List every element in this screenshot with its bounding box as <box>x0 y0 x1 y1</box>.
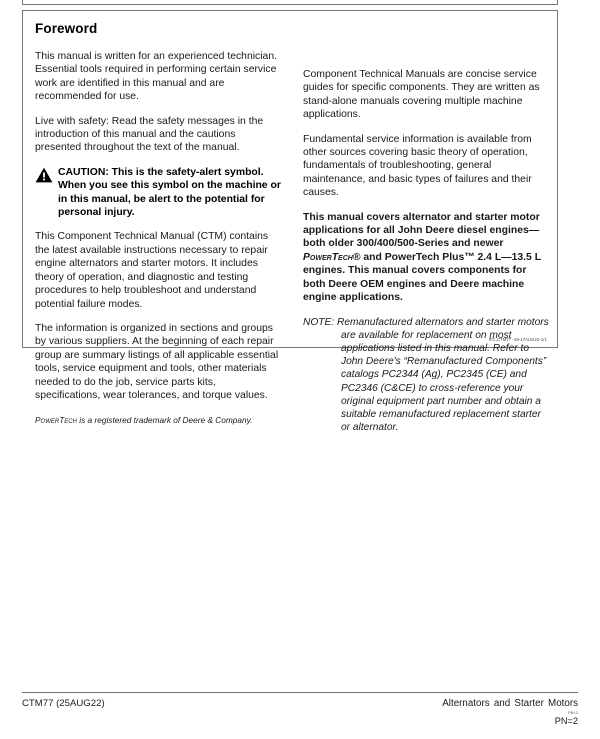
page-footer <box>22 692 578 727</box>
footer-page-number: PN=2 <box>554 716 578 726</box>
coverage-text-part-1: This manual covers alternator and starter motor applications for all John Deere diesel engines—both older 300/400/500-Series and newer <box>303 211 540 250</box>
page-top-frame-edge <box>22 0 558 5</box>
trademark-rest: is a registered trademark of Deere & Company. <box>76 415 253 426</box>
two-column-layout <box>35 50 549 434</box>
footer-manual-title: Alternators and Starter Motors <box>442 698 578 709</box>
note-text: Remanufactured alternators and starter motors are available for replacement on most applications listed in this manual. Refer to John Deere's “Remanufactured Components” catalogs PC2344 (Ag), PC2345 (CE) and PC2346 (C&CE) to cross-reference your original equipment part number and obtain a suitable remanufactured replacement starter or alternator. <box>334 316 549 434</box>
right-column <box>303 50 549 434</box>
powertech-mark-inline: PowerTech <box>303 251 353 263</box>
paragraph-manual-coverage <box>303 211 549 305</box>
foreword-content-frame <box>22 10 558 434</box>
page-title: Foreword <box>35 21 98 36</box>
trademark-line <box>35 415 281 426</box>
paragraph-ctm-concise-guides: Component Technical Manuals are concise service guides for specific components. They are written as stand-alone manuals covering multiple machine applications. <box>303 69 540 121</box>
paragraph-live-with-safety: Live with safety: Read the safety messages in the introduction of this manual and the cautions presented throughout the text of the manual. <box>35 115 264 154</box>
safety-alert-triangle-icon <box>35 167 53 183</box>
note-remanufactured <box>303 316 549 435</box>
caution-text: CAUTION: This is the safety-alert symbol. When you see this symbol on the machine or in this manual, be alert to the potential for personal injury. <box>58 166 281 219</box>
reference-code: IFC,CTM77 -19-17AUG22-1/1 <box>488 337 547 342</box>
left-column <box>35 50 281 426</box>
footer-tiny-code: PN=2 <box>568 711 578 715</box>
powertech-mark: PowerTech <box>35 415 77 426</box>
paragraph-experienced-technician: This manual is written for an experienced technician. Essential tools required in performing certain service work are identified in this manual and are recommended for use. <box>35 51 277 103</box>
coverage-text-part-2: ® and PowerTech Plus™ 2.4 L—13.5 L engines. This manual covers components for both Deere OEM engines and Deere machine engine applications. <box>303 251 541 304</box>
paragraph-ctm-description: This Component Technical Manual (CTM) contains the latest available instructions necessary to repair engine alternators and starter motors. It includes theory of operation, and diagnostic and testing procedures to help troubleshoot and understand potential failure modes. <box>35 231 269 310</box>
note-label: NOTE: <box>303 316 335 328</box>
footer-right-group <box>442 698 578 727</box>
footer-row <box>22 698 578 727</box>
trademark-note <box>35 415 281 426</box>
paragraph-fundamental-service-info: Fundamental service information is available from other sources covering basic theory of operation, fundamentals of troubleshooting, general maintenance, and basic types of failures and their causes. <box>303 133 532 199</box>
paragraph-organization: The information is organized in sections and groups by various suppliers. At the beginning of each repair group are summary listings of all applicable essential tools, service equipment and tools, other materials needed to do the job, service parts kits, specifications, wear tolerances, and torque values. <box>35 322 279 401</box>
caution-block <box>35 166 281 220</box>
footer-manual-id: CTM77 (25AUG22) <box>22 698 105 709</box>
